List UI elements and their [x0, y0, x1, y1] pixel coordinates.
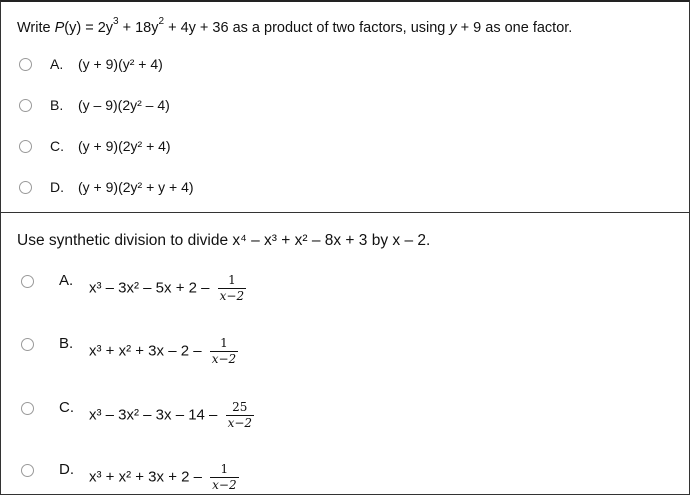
option-letter: D. [59, 461, 74, 478]
option-expression [89, 273, 246, 304]
option-letter: D. [50, 179, 64, 195]
option-text: x³ + x² + 3x – 2 – [89, 342, 202, 360]
fraction-denominator: x−2 [227, 416, 253, 430]
option-expression [89, 336, 238, 367]
option-letter: C. [59, 399, 74, 416]
question-2-prompt: Use synthetic division to divide x⁴ – x³ + x² – 8x + 3 by x – 2. [17, 232, 431, 249]
option-letter: B. [50, 97, 64, 113]
fraction-denominator: x−2 [212, 478, 237, 492]
option-letter: A. [50, 56, 64, 72]
fraction-denominator: x−2 [211, 352, 237, 366]
option-letter: B. [59, 335, 74, 352]
radio-button[interactable] [21, 338, 34, 351]
option-text: (y – 9)(2y² – 4) [78, 97, 170, 113]
option-letter: C. [50, 138, 64, 154]
radio-button[interactable] [19, 99, 32, 112]
radio-button[interactable] [19, 140, 32, 153]
fraction [218, 273, 246, 304]
option-expression [89, 462, 239, 493]
radio-button[interactable] [19, 58, 32, 71]
fraction-numerator: 25 [226, 400, 254, 416]
fraction-numerator: 1 [210, 336, 238, 352]
radio-button[interactable] [19, 181, 32, 194]
option-text: (y + 9)(2y² + 4) [78, 138, 171, 154]
fraction-numerator: 1 [218, 273, 246, 289]
option-expression [89, 400, 254, 431]
fraction [210, 462, 238, 493]
question-1-panel [0, 0, 690, 213]
radio-button[interactable] [21, 464, 34, 477]
radio-button[interactable] [21, 275, 34, 288]
question-2-panel [0, 212, 690, 495]
option-text: (y + 9)(y² + 4) [78, 56, 163, 72]
option-text: x³ + x² + 3x + 2 – [89, 468, 202, 486]
fraction [210, 336, 238, 367]
option-text: x³ – 3x² – 3x – 14 – [89, 406, 218, 424]
option-text: x³ – 3x² – 5x + 2 – [89, 279, 210, 297]
question-1-prompt: Write $P(y) = 2y^3 + 18y^2 + 4y + 36$ as a product of two factors, using y + 9 as one factor. [17, 16, 573, 36]
option-text: (y + 9)(2y² + y + 4) [78, 179, 194, 195]
fraction-denominator: x−2 [219, 289, 245, 303]
fraction-numerator: 1 [210, 462, 238, 478]
option-letter: A. [59, 272, 74, 289]
fraction [226, 400, 254, 431]
radio-button[interactable] [21, 402, 34, 415]
